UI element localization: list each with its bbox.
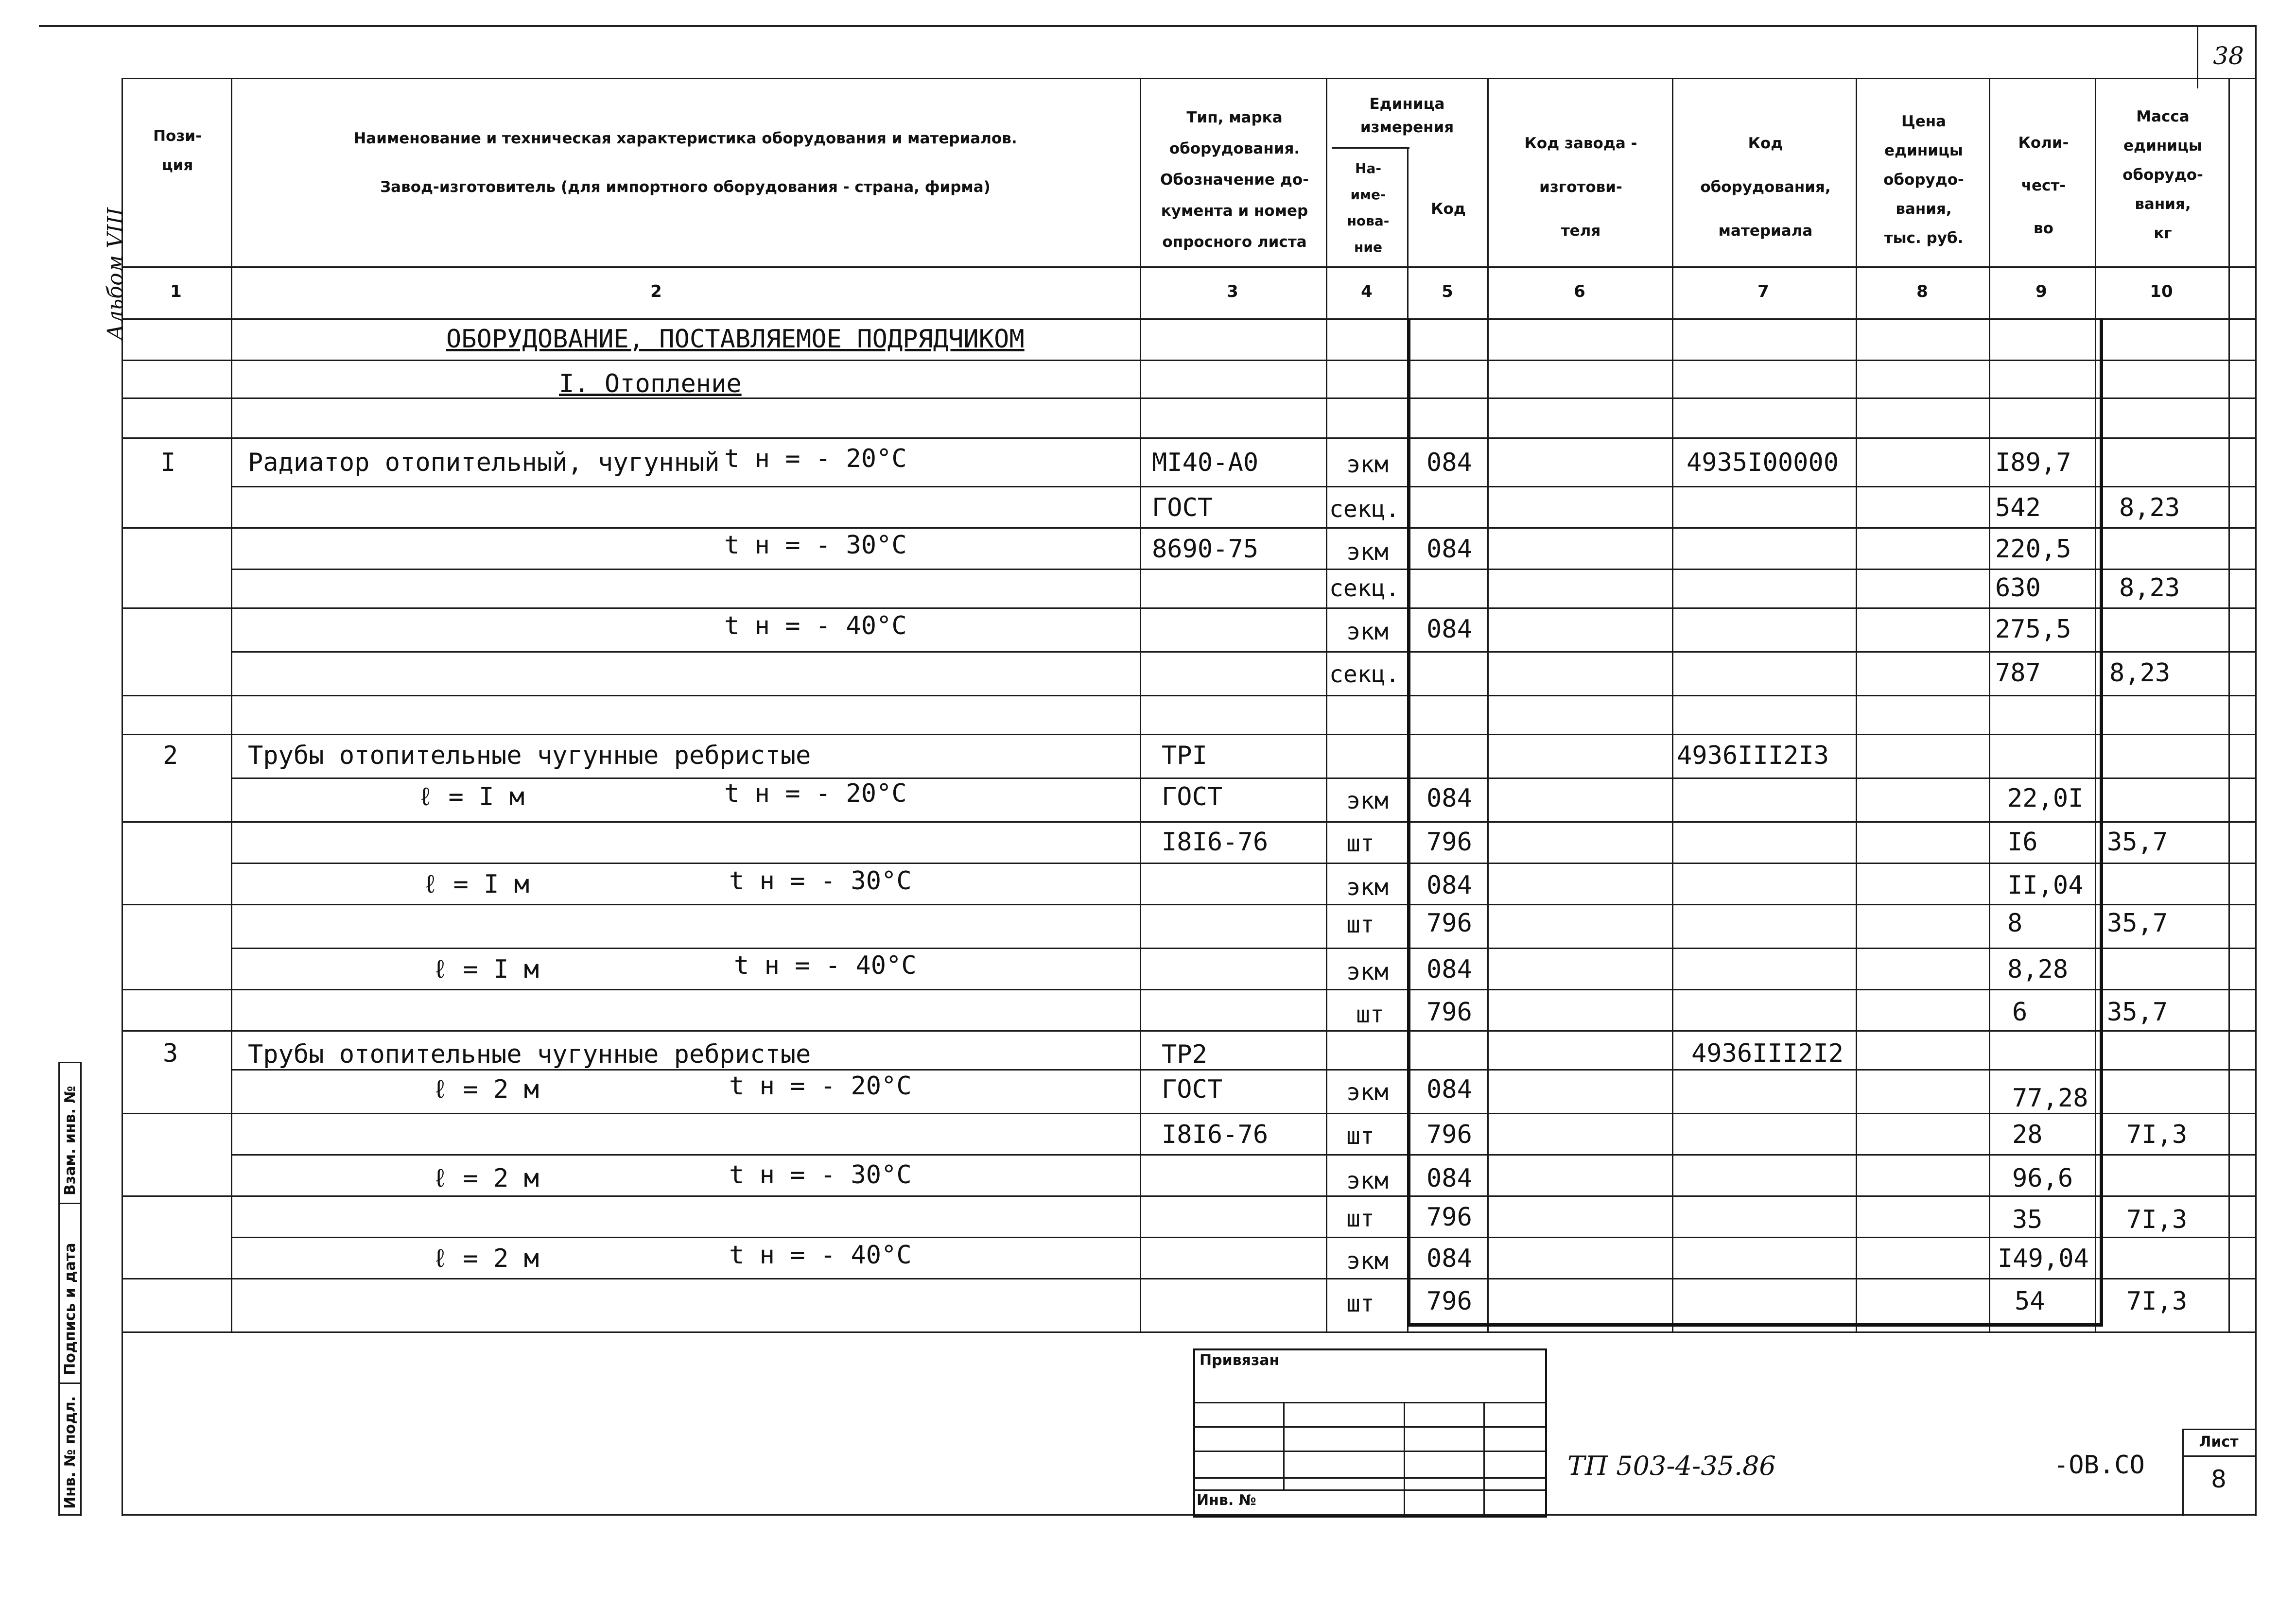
quantity-cell: 8,28 [2007,955,2069,984]
quantity-cell: 54 [2015,1287,2045,1316]
unit-code-cell: 084 [1426,448,1472,477]
unit-cell: экм [1346,1079,1389,1106]
mass-cell: 35,7 [2107,998,2168,1027]
unit-code-cell: 084 [1426,784,1472,813]
unit-cell: экм [1346,538,1389,566]
album-label: Альбом VIII [103,207,128,340]
unit-cell: экм [1346,787,1389,814]
unit-code-cell: 796 [1426,1203,1472,1232]
unit-cell: секц. [1329,575,1400,602]
quantity-cell: 28 [2012,1120,2043,1149]
equipment-code-cell: 4936III2I2 [1691,1039,1844,1068]
header-unit-code: Код [1431,200,1466,218]
header-name-line1: Наименование и техническая характеристика оборудования и материалов. [353,130,1017,147]
type-cell: ГОСТ [1162,782,1223,812]
sheet-number: 38 [2213,42,2244,70]
col-number: 9 [2035,282,2047,301]
unit-cell: шт [1346,1290,1374,1317]
mass-cell: 7I,3 [2126,1205,2188,1234]
sheet-value: 8 [2211,1465,2226,1493]
col-number: 1 [170,282,182,301]
mass-cell: 35,7 [2107,909,2168,938]
type-cell: ГОСТ [1162,1075,1223,1104]
subsection-title: I. Отопление [559,369,742,398]
inventory-replacement-label: Взам. инв. № [62,1086,79,1195]
mass-cell: 8,23 [2119,573,2180,603]
quantity-cell: 35 [2012,1205,2043,1234]
quantity-cell: 542 [1995,493,2041,522]
original-inventory-label: Инв. № подл. [62,1396,79,1509]
length-note: ℓ = 2 м [433,1164,539,1193]
quantity-cell: 275,5 [1995,615,2071,644]
mass-cell: 8,23 [2109,658,2171,688]
col-number: 7 [1757,282,1769,301]
temperature-note: t н = - 40°C [729,1241,912,1270]
unit-cell: секц. [1329,496,1400,523]
unit-code-cell: 084 [1426,955,1472,984]
length-note: ℓ = 2 м [433,1244,539,1273]
temperature-note: t н = - 30°C [724,531,907,560]
type-cell: I8I6-76 [1162,828,1269,857]
col-number: 4 [1361,282,1373,301]
equipment-code-cell: 4935I00000 [1687,448,1839,477]
quantity-cell: II,04 [2007,871,2084,900]
unit-code-cell: 084 [1426,871,1472,900]
length-note: ℓ = I м [433,955,539,984]
unit-code-cell: 796 [1426,828,1472,857]
col-number: 3 [1227,282,1238,301]
quantity-cell: 630 [1995,573,2041,603]
header-unit-name: На- име- нова- ние [1347,160,1390,255]
quantity-cell: 787 [1995,658,2041,688]
type-cell: I8I6-76 [1162,1120,1269,1149]
length-note: ℓ = I м [423,870,530,899]
type-cell: TPI [1162,741,1207,770]
position-cell: 2 [163,741,178,770]
unit-cell: экм [1346,874,1389,901]
quantity-cell: I89,7 [1995,448,2071,477]
quantity-cell: 22,0I [2007,784,2084,813]
unit-cell: экм [1346,451,1389,478]
equipment-code-cell: 4936III2I3 [1677,741,1829,770]
quantity-cell: I49,04 [1998,1244,2089,1273]
header-type: Тип, марка оборудования. Обозначение до- кумента и номер опросного листа [1160,109,1309,251]
unit-code-cell: 796 [1426,1287,1472,1316]
header-price: Цена единицы оборудо- вания, тыс. руб. [1883,113,1964,247]
quantity-cell: 6 [2012,998,2028,1027]
unit-code-cell: 084 [1426,615,1472,644]
type-cell: ГОСТ [1152,493,1213,522]
position-cell: I [160,448,176,477]
type-cell: 8690-75 [1152,535,1259,564]
unit-cell: шт [1346,830,1374,857]
quantity-cell: 8 [2007,909,2023,938]
unit-code-cell: 084 [1426,535,1472,564]
item-name: Трубы отопительные чугунные ребристые [248,741,811,770]
header-name-line2: Завод-изготовитель (для импортного оборудования - страна, фирма) [380,178,991,196]
temperature-note: t н = - 40°C [724,611,907,640]
unit-cell: экм [1346,1247,1389,1275]
unit-code-cell: 796 [1426,909,1472,938]
mass-cell: 35,7 [2107,828,2168,857]
temperature-note: t н = - 30°C [729,1160,912,1190]
col-number: 5 [1442,282,1453,301]
length-note: ℓ = 2 м [433,1075,539,1104]
header-plant-code: Код завода - изготови- теля [1524,135,1637,240]
unit-cell: шт [1356,1001,1384,1028]
binding-label: Привязан [1200,1352,1280,1369]
temperature-note: t н = - 20°C [729,1071,912,1101]
unit-cell: экм [1346,958,1389,985]
unit-code-cell: 084 [1426,1075,1472,1104]
unit-code-cell: 796 [1426,998,1472,1027]
unit-cell: экм [1346,1167,1389,1194]
unit-cell: шт [1346,1123,1374,1150]
sheet-label: Лист [2199,1434,2239,1451]
temperature-note: t н = - 20°C [724,444,907,473]
header-mass: Масса единицы оборудо- вания, кг [2122,108,2203,242]
mass-cell: 7I,3 [2126,1120,2188,1149]
length-note: ℓ = I м [418,782,525,812]
header-unit-group: Единица измерения [1360,95,1454,136]
quantity-cell: 220,5 [1995,535,2071,564]
position-cell: 3 [163,1039,178,1068]
col-number: 6 [1574,282,1585,301]
unit-code-cell: 796 [1426,1120,1472,1149]
temperature-note: t н = - 30°C [729,866,912,896]
unit-cell: экм [1346,618,1389,645]
item-name: Трубы отопительные чугунные ребристые [248,1040,811,1069]
section-title: ОБОРУДОВАНИЕ, ПОСТАВЛЯЕМОЕ ПОДРЯДЧИКОМ [446,325,1025,354]
unit-code-cell: 084 [1426,1164,1472,1193]
unit-cell: секц. [1329,661,1400,688]
quantity-cell: 77,28 [2012,1084,2088,1113]
unit-cell: шт [1346,911,1374,938]
document-code: ТП 503-4-35.86 [1567,1451,1776,1481]
header-equipment-code: Код оборудования, материала [1700,135,1831,240]
temperature-note: t н = - 20°C [724,779,907,808]
col-number: 2 [650,282,662,301]
header-position: Пози- ция [153,127,202,174]
quantity-cell: I6 [2007,828,2038,857]
document-suffix: -ОВ.СО [2053,1451,2145,1480]
col-number: 8 [1916,282,1928,301]
mass-cell: 7I,3 [2126,1287,2188,1316]
item-name: Радиатор отопительный, чугунный [248,448,720,477]
unit-cell: шт [1346,1205,1374,1232]
temperature-note: t н = - 40°C [734,951,917,980]
mass-cell: 8,23 [2119,493,2180,522]
header-quantity: Коли- чест- во [2018,134,2069,237]
type-cell: MI40-A0 [1152,448,1259,477]
unit-code-cell: 084 [1426,1244,1472,1273]
type-cell: TP2 [1162,1040,1207,1069]
quantity-cell: 96,6 [2012,1164,2073,1193]
col-number: 10 [2150,282,2173,301]
inventory-number-label: Инв. № [1197,1492,1256,1509]
signature-date-label: Подпись и дата [62,1243,79,1375]
